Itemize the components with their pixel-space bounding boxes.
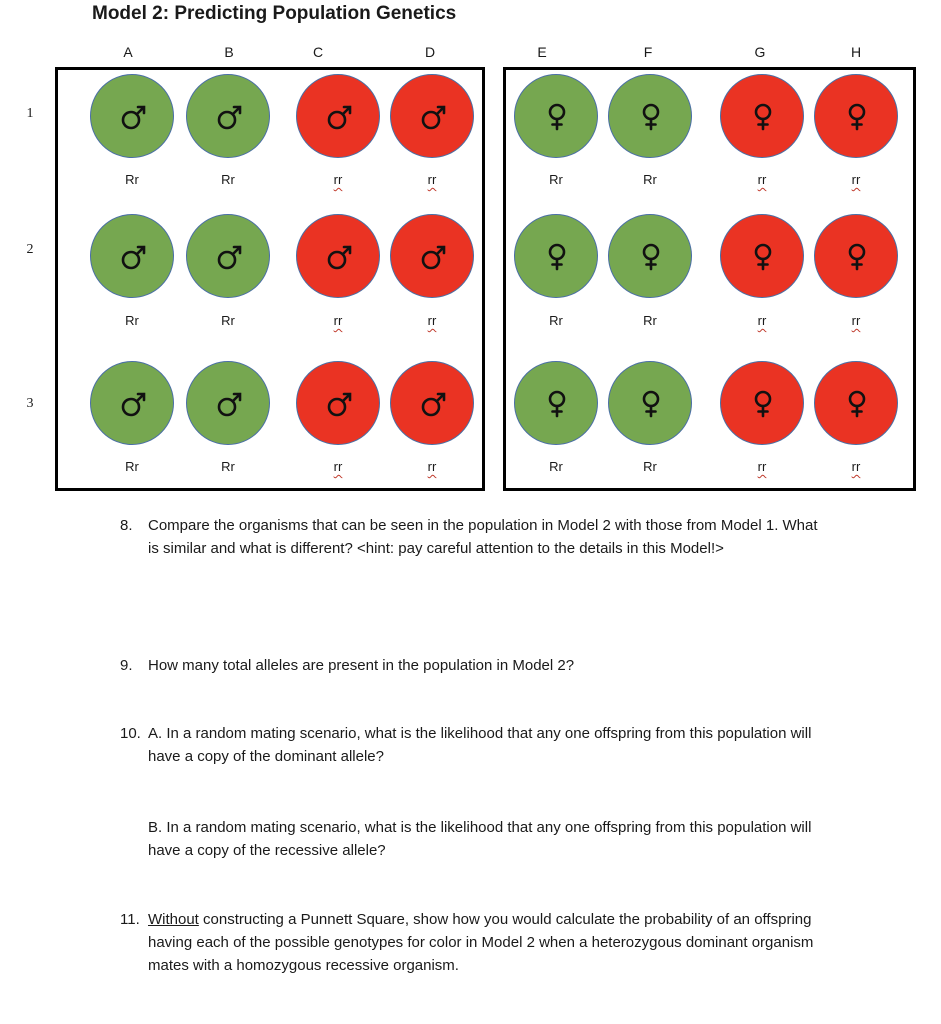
question-number: 8. [120, 517, 133, 534]
female-symbol-icon [609, 215, 693, 299]
genotype-label-c2: rr [333, 313, 343, 328]
male-symbol-icon [391, 75, 475, 159]
organism-h3 [814, 361, 898, 445]
question-number: 10. [120, 725, 141, 742]
genotype-label-h3: rr [851, 459, 861, 474]
genotype-label-b3: Rr [221, 459, 235, 474]
question-8 [120, 514, 820, 560]
organism-h2 [814, 214, 898, 298]
female-symbol-icon [815, 215, 899, 299]
genotype-label-h2: rr [851, 313, 861, 328]
organism-e1 [514, 74, 598, 158]
female-symbol-icon [721, 75, 805, 159]
female-symbol-icon [609, 362, 693, 446]
column-label-b: B [224, 44, 234, 60]
male-symbol-icon [187, 75, 271, 159]
genotype-label-b1: Rr [221, 172, 235, 187]
question-text-rest: constructing a Punnett Square, show how you would calculate the probability of an offspring having each of the possible genotypes for color in Model 2 when a heterozygous dominant organism mates with a homozygous recessive organism. [148, 911, 814, 974]
genotype-label-g2: rr [757, 313, 767, 328]
male-symbol-icon [297, 75, 381, 159]
question-10a [120, 722, 820, 768]
question-11 [120, 908, 820, 977]
question-text: Compare the organisms that can be seen in the population in Model 2 with those from Model 1. What is similar and what is different? <hint: pay careful attention to the details in this Model!> [148, 517, 818, 557]
male-symbol-icon [187, 215, 271, 299]
genotype-label-e1: Rr [549, 172, 563, 187]
genotype-label-d3: rr [427, 459, 437, 474]
organism-a1 [90, 74, 174, 158]
column-label-e: E [537, 44, 547, 60]
column-label-h: H [850, 44, 862, 60]
question-text: How many total alleles are present in the population in Model 2? [148, 657, 575, 674]
organism-d1 [390, 74, 474, 158]
column-label-a: A [123, 44, 133, 60]
organism-c1 [296, 74, 380, 158]
organism-h1 [814, 74, 898, 158]
female-symbol-icon [515, 215, 599, 299]
genotype-label-f1: Rr [643, 172, 657, 187]
genotype-label-b2: Rr [221, 313, 235, 328]
column-label-c: C [312, 44, 324, 60]
question-number: 11. [120, 911, 140, 928]
question-text: B. In a random mating scenario, what is the likelihood that any one offspring from this population will have a copy of the recessive allele? [148, 819, 812, 859]
column-label-d: D [424, 44, 436, 60]
organism-b1 [186, 74, 270, 158]
male-symbol-icon [391, 215, 475, 299]
genotype-label-a2: Rr [125, 313, 139, 328]
question-number: 9. [120, 657, 133, 674]
organism-a2 [90, 214, 174, 298]
organism-g1 [720, 74, 804, 158]
genotype-label-c1: rr [333, 172, 343, 187]
column-label-g: G [754, 44, 766, 60]
question-text: A. In a random mating scenario, what is the likelihood that any one offspring from this population will have a copy of the dominant allele? [148, 725, 812, 765]
genotype-label-e3: Rr [549, 459, 563, 474]
male-symbol-icon [187, 362, 271, 446]
underlined-word: Without [148, 911, 199, 928]
question-9 [120, 654, 820, 677]
organism-g3 [720, 361, 804, 445]
question-10b [120, 816, 820, 862]
organism-d3 [390, 361, 474, 445]
female-symbol-icon [815, 75, 899, 159]
male-symbol-icon [391, 362, 475, 446]
genotype-label-c3: rr [333, 459, 343, 474]
question-text [148, 908, 820, 977]
genotype-label-d2: rr [427, 313, 437, 328]
organism-b2 [186, 214, 270, 298]
genotype-label-e2: Rr [549, 313, 563, 328]
female-symbol-icon [815, 362, 899, 446]
organism-c3 [296, 361, 380, 445]
female-symbol-icon [721, 362, 805, 446]
organism-e2 [514, 214, 598, 298]
genotype-label-d1: rr [427, 172, 437, 187]
genotype-label-a3: Rr [125, 459, 139, 474]
male-symbol-icon [297, 362, 381, 446]
female-symbol-icon [515, 362, 599, 446]
organism-e3 [514, 361, 598, 445]
organism-f1 [608, 74, 692, 158]
female-symbol-icon [609, 75, 693, 159]
page-title: Model 2: Predicting Population Genetics [92, 3, 457, 24]
organism-b3 [186, 361, 270, 445]
male-symbol-icon [91, 215, 175, 299]
genotype-label-f2: Rr [643, 313, 657, 328]
female-symbol-icon [721, 215, 805, 299]
genotype-label-g1: rr [757, 172, 767, 187]
genotype-label-g3: rr [757, 459, 767, 474]
genotype-label-h1: rr [851, 172, 861, 187]
organism-d2 [390, 214, 474, 298]
male-symbol-icon [91, 362, 175, 446]
male-symbol-icon [91, 75, 175, 159]
column-label-f: F [643, 44, 653, 60]
organism-f3 [608, 361, 692, 445]
organism-c2 [296, 214, 380, 298]
row-label-3: 3 [26, 396, 34, 411]
male-symbol-icon [297, 215, 381, 299]
genotype-label-f3: Rr [643, 459, 657, 474]
organism-f2 [608, 214, 692, 298]
organism-a3 [90, 361, 174, 445]
row-label-1: 1 [26, 106, 34, 121]
genotype-label-a1: Rr [125, 172, 139, 187]
organism-g2 [720, 214, 804, 298]
row-label-2: 2 [26, 242, 34, 257]
female-symbol-icon [515, 75, 599, 159]
